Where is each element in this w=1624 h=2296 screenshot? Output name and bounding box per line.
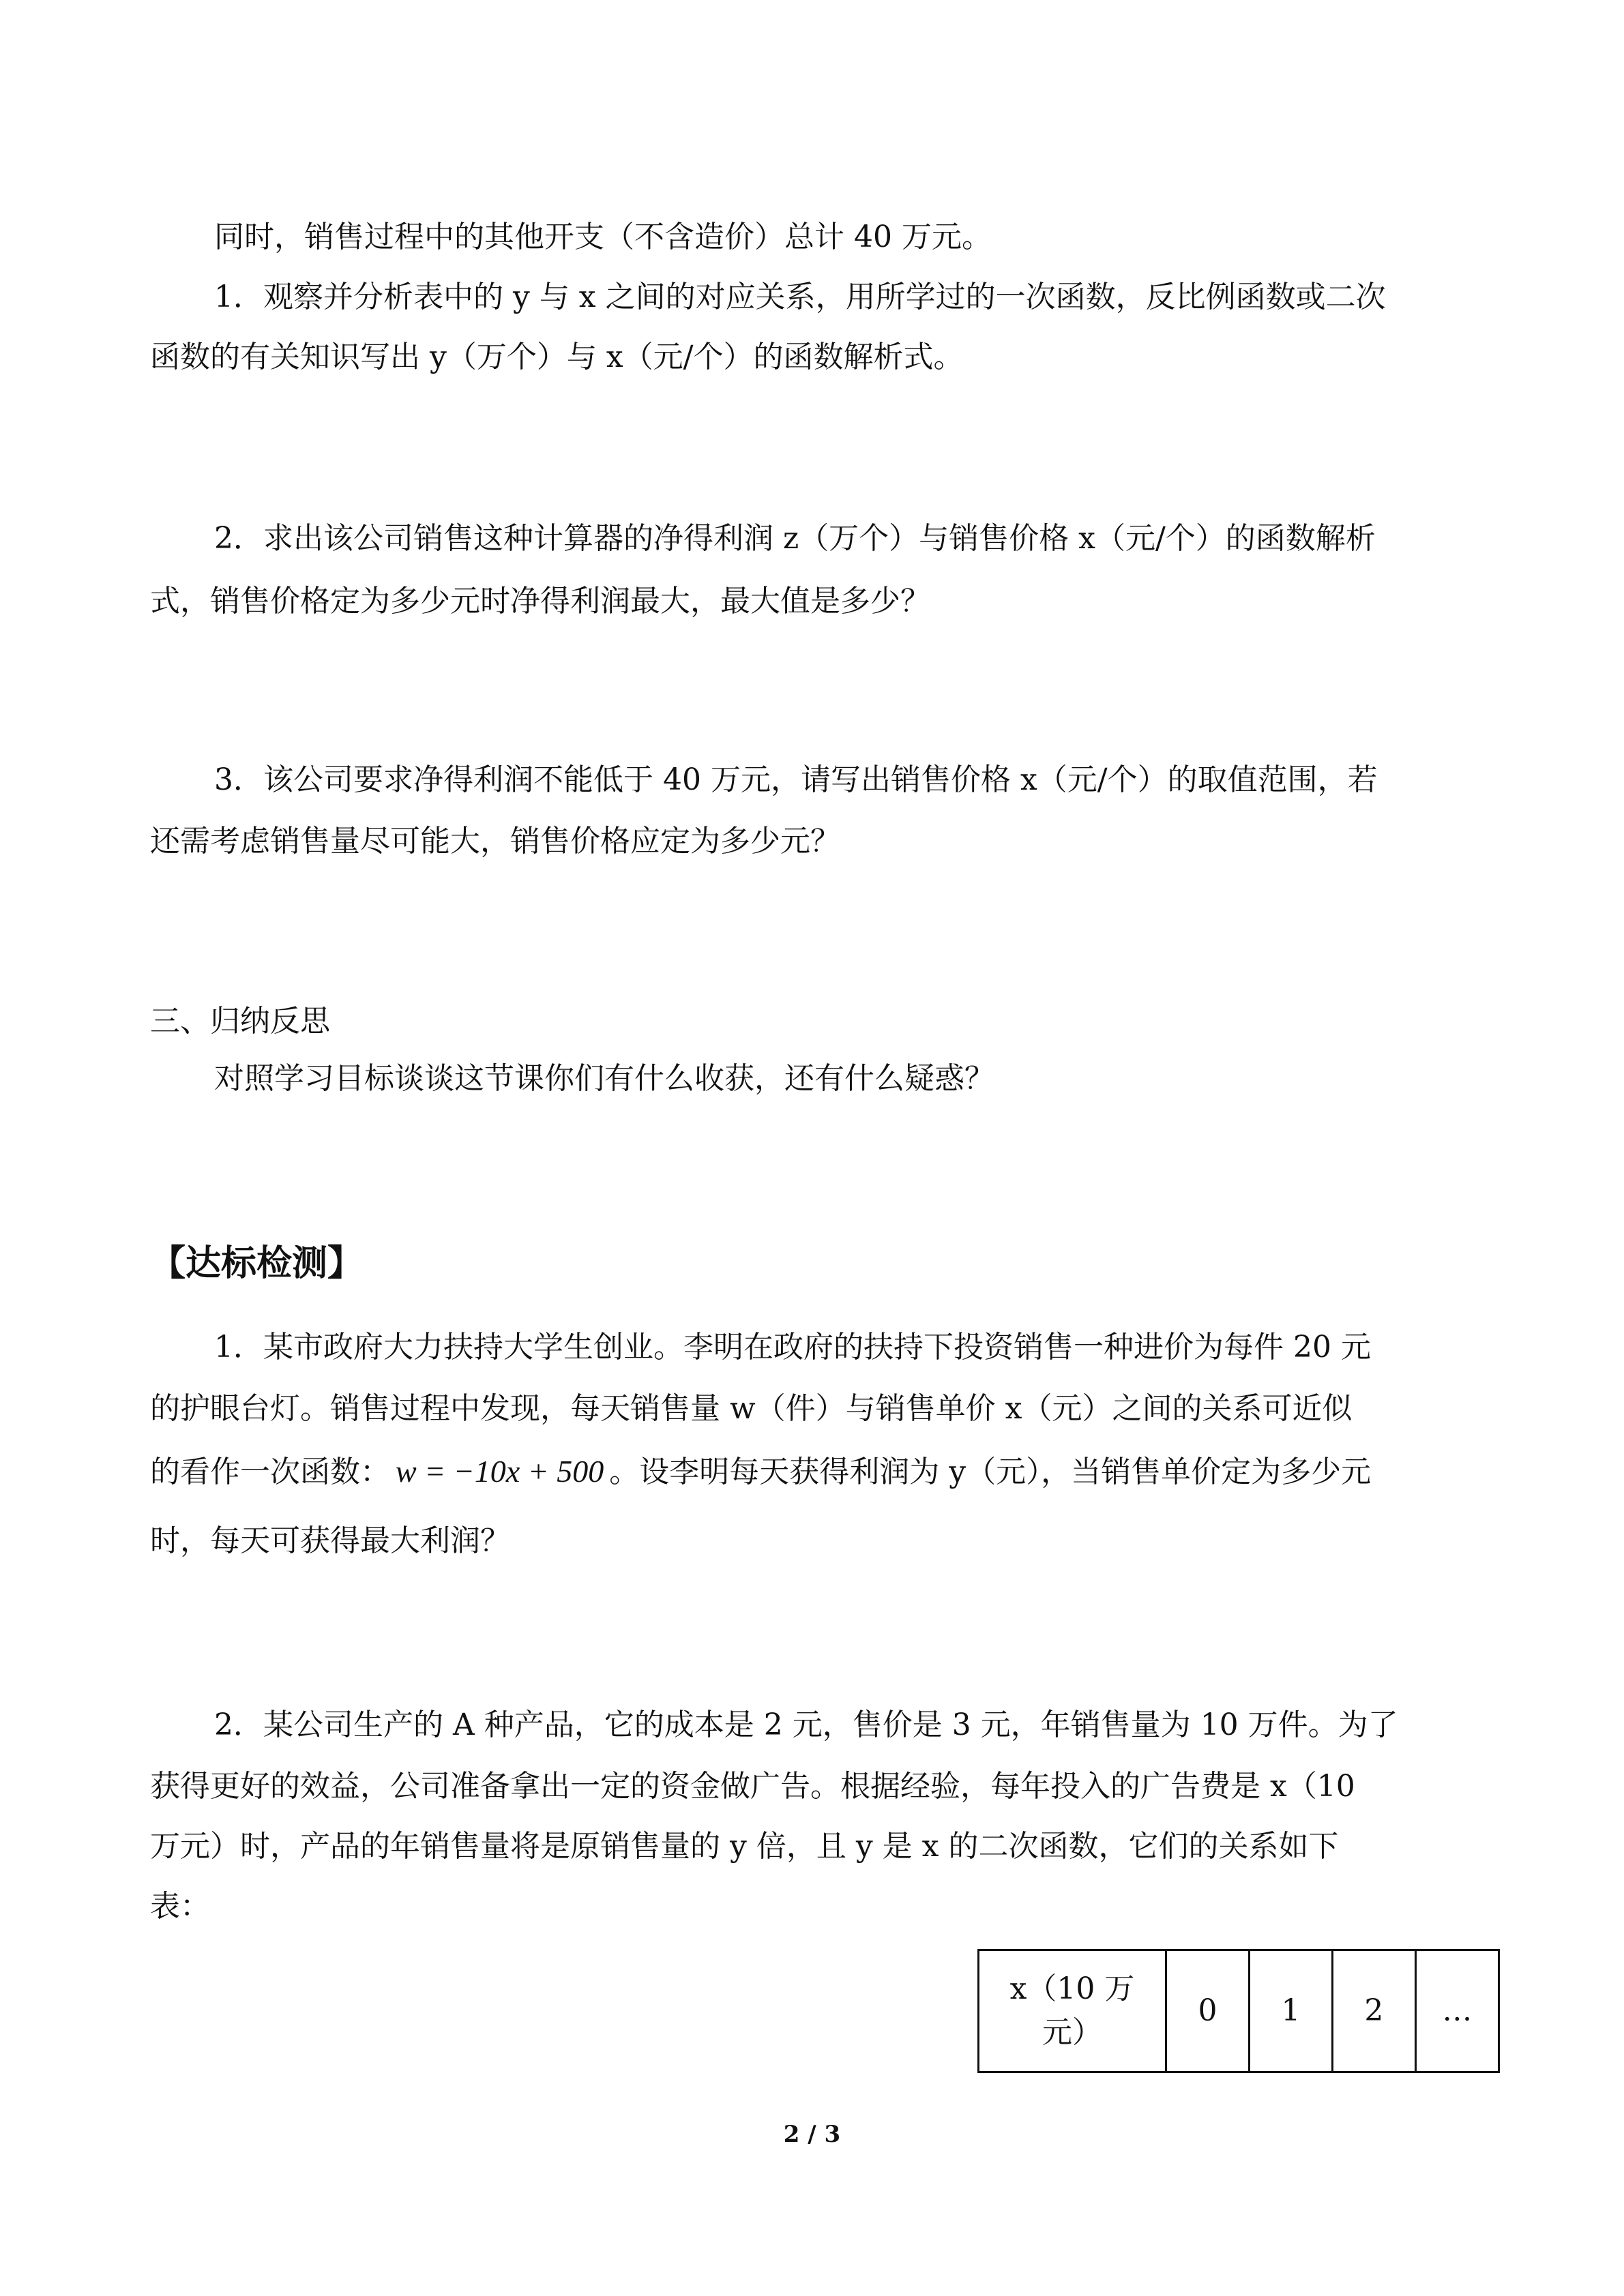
question-1-line-2: 函数的有关知识写出 y（万个）与 x（元/个）的函数解析式。: [150, 340, 964, 374]
exercise-2-line-3: 万元）时，产品的年销售量将是原销售量的 y 倍，且 y 是 x 的二次函数，它们的关系如下: [150, 1829, 1339, 1864]
table-cell: 1: [1249, 1950, 1332, 2072]
table-header-cell: [979, 1950, 1166, 2072]
advertising-table: [977, 1949, 1500, 2073]
exercise-2-line-1: 2．某公司生产的 A 种产品，它的成本是 2 元，售价是 3 元，年销售量为 10 万件。为了: [214, 1708, 1398, 1742]
exercise-1-line-3-suffix: 。设李明每天获得利润为 y（元），当销售单价定为多少元: [609, 1455, 1372, 1489]
table-header-line-1: x（10 万: [1009, 1971, 1135, 2006]
table-cell: 2: [1332, 1950, 1415, 2072]
question-3-line-2: 还需考虑销售量尽可能大，销售价格应定为多少元？: [150, 824, 840, 859]
exercise-2-line-2: 获得更好的效益，公司准备拿出一定的资金做广告。根据经验，每年投入的广告费是 x（10: [150, 1769, 1355, 1804]
exercise-2-line-4: 表：: [150, 1889, 210, 1924]
exercise-1-line-4: 时，每天可获得最大利润？: [150, 1523, 510, 1558]
table-cell: …: [1415, 1950, 1498, 2072]
question-2-line-2: 式，销售价格定为多少元时净得利润最大，最大值是多少？: [150, 584, 930, 618]
paragraph-other-expenses: 同时，销售过程中的其他开支（不含造价）总计 40 万元。: [214, 220, 992, 254]
assessment-heading: 【达标检测】: [150, 1242, 364, 1284]
exercise-1-line-3: [150, 1451, 1371, 1493]
page-number: 2 / 3: [783, 2121, 841, 2148]
table-row: [979, 1950, 1499, 2072]
question-1-line-1: 1．观察并分析表中的 y 与 x 之间的对应关系，用所学过的一次函数，反比例函数或二次: [214, 280, 1386, 314]
section-three-body: 对照学习目标谈谈这节课你们有什么收获，还有什么疑惑？: [214, 1061, 994, 1096]
exercise-1-line-1: 1．某市政府大力扶持大学生创业。李明在政府的扶持下投资销售一种进价为每件 20 元: [214, 1330, 1371, 1365]
section-three-title: 三、归纳反思: [150, 1004, 330, 1039]
question-3-line-1: 3．该公司要求净得利润不能低于 40 万元，请写出销售价格 x（元/个）的取值范围，若: [214, 762, 1378, 797]
table-cell: 0: [1166, 1950, 1250, 2072]
linear-function-formula: w = −10x + 500: [396, 1454, 604, 1489]
question-2-line-1: 2．求出该公司销售这种计算器的净得利润 z（万个）与销售价格 x（元/个）的函数解析: [214, 521, 1376, 556]
exercise-1-line-2: 的护眼台灯。销售过程中发现，每天销售量 w（件）与销售单价 x（元）之间的关系可近似: [150, 1391, 1353, 1426]
table-header-line-2: 元）: [1042, 2015, 1102, 2050]
exercise-1-line-3-prefix: 的看作一次函数：: [150, 1455, 390, 1489]
